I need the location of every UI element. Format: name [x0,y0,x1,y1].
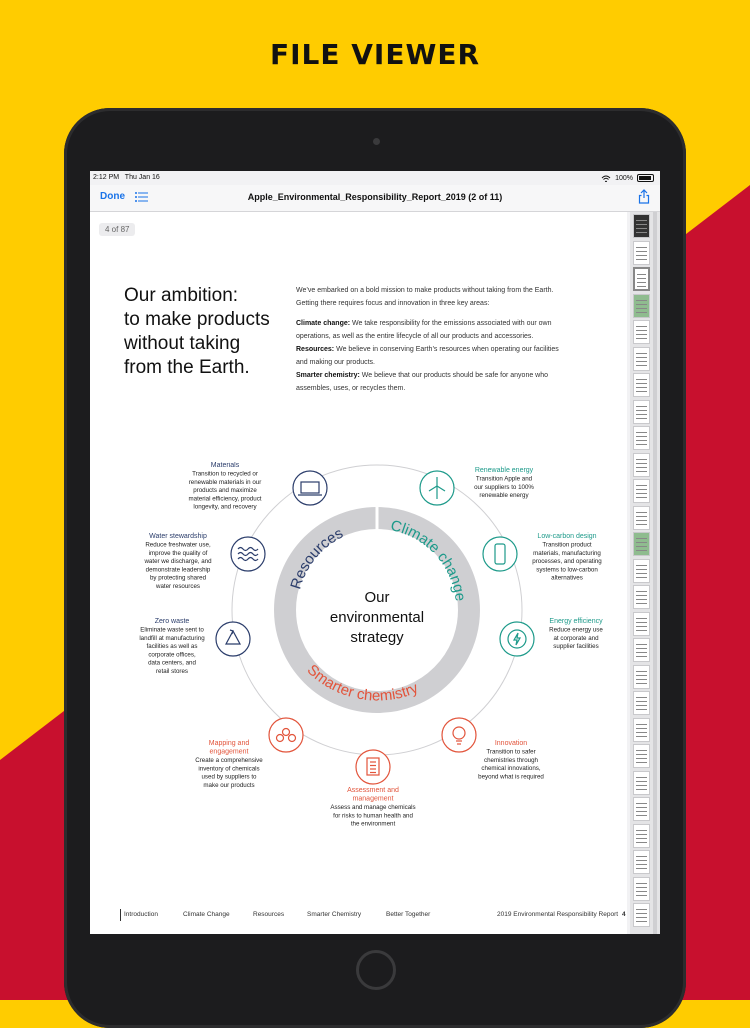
footer-link-resources[interactable]: Resources [253,911,285,918]
wifi-icon [601,175,611,182]
segment-chemistry-label: Smarter chemistry [303,661,421,705]
page-thumbnail[interactable] [633,400,650,424]
thumbnail-line [636,618,647,619]
page-counter: 4 of 87 [99,223,135,236]
ambition-line: to make products [124,309,270,330]
strategy-item-assessment [330,750,415,828]
intro-text [296,284,568,395]
item-body-line: at corporate and [553,634,599,642]
area-climate: Climate change: We take responsibility for the emissions associated with our own operations, as well as the entire lifecycle of all our products and accessories. [296,320,552,340]
thumbnail-line [636,675,647,676]
page-thumbnail[interactable] [633,903,650,927]
thumbnail-line [636,550,647,551]
page-thumbnail[interactable] [633,426,650,450]
banner-title: FILE VIEWER [269,38,481,71]
item-body-line: water resources [155,583,201,590]
thumbnail-line [636,312,647,313]
thumbnail-line [636,379,647,380]
thumbnail-line [636,565,647,566]
thumbnail-line [636,255,647,256]
thumbnail-line [636,463,647,464]
thumbnail-line [636,838,647,839]
item-body-line: make our products [203,781,255,789]
thumbnail-line [636,224,647,225]
thumbnail-line [636,220,647,221]
thumbnail-line [636,489,647,490]
thumbnail-line [637,278,646,279]
thumbnail-line [636,728,647,729]
item-body-line: inventory of chemicals [198,765,260,773]
thumbnail-line [636,577,647,578]
item-circle [216,622,250,656]
thumbnail-line [636,595,647,596]
strategy-diagram [90,462,627,892]
thumbnail-line [636,750,647,751]
item-title: management [352,795,394,803]
page-thumbnail[interactable] [633,506,650,530]
strategy-item-innovation [442,718,544,780]
thumbnail-line [636,573,647,574]
item-title: Renewable energy [474,467,534,474]
ambition-line: without taking [124,333,241,354]
thumbnail-line [636,391,647,392]
item-title: engagement [209,748,249,756]
thumbnail-line [636,895,647,896]
thumbnail-line [636,671,647,672]
footer-report-title: 2019 Environmental Responsibility Report [497,911,619,918]
thumbnail-line [636,868,647,869]
navigation-bar [90,185,660,212]
svg-text:Our: Our [364,589,390,606]
item-body-line: materials, manufacturing [533,549,601,557]
done-button[interactable]: Done [100,191,125,202]
item-circle [500,622,534,656]
page-thumbnail[interactable] [633,267,650,291]
thumbnail-line [636,630,647,631]
item-circle [442,718,476,752]
thumbnail-line [636,387,647,388]
camera-dot [373,138,380,145]
page-thumbnail[interactable] [633,665,650,689]
thumbnail-line [636,300,647,301]
thumbnail-line [636,383,647,384]
thumbnail-line [636,883,647,884]
item-body-line: processes, and operating [532,558,602,566]
thumbnail-line [636,856,647,857]
thumbnail-line [636,467,647,468]
thumbnail-line [636,520,647,521]
thumbnail-line [636,917,647,918]
thumbnail-line [636,538,647,539]
page-thumbnail[interactable] [633,320,650,344]
item-body-line: retail stores [156,668,188,675]
thumbnail-line [636,891,647,892]
sidebar-scrollbar[interactable] [653,212,657,934]
thumbnail-line [636,789,647,790]
item-body-line: Transition product [542,541,592,549]
strategy-item-renewable [420,467,534,505]
item-title: Mapping and [208,740,250,747]
page-thumbnail[interactable] [633,347,650,371]
thumbnail-line [636,365,647,366]
item-body-line: for risks to human health and [333,812,413,820]
thumbnail-line [636,860,647,861]
document-title: Apple_Environmental_Responsibility_Report_2019 (2 of 11) [247,192,503,202]
ipad-frame [64,108,686,1028]
svg-text:strategy: strategy [350,629,404,646]
ambition-line: Our ambition: [124,285,239,306]
item-circle [293,471,327,505]
thumbnail-line [636,701,647,702]
thumbnail-line [636,459,647,460]
item-body-line: Transition to recycled or [192,470,258,478]
thumbnail-line [636,440,647,441]
thumbnail-line [636,762,647,763]
page-thumbnail[interactable] [633,373,650,397]
thumbnail-line [636,803,647,804]
item-body-line: by protecting shared [149,574,207,582]
thumbnail-line [636,471,647,472]
thumbnail-line [636,644,647,645]
status-time: 2:12 PM Thu Jan 16 [93,174,160,181]
svg-text:environmental: environmental [329,609,425,626]
thumbnail-line [637,282,646,283]
thumbnail-line [636,811,647,812]
page-thumbnail[interactable] [633,824,650,848]
strategy-item-materials [188,462,327,511]
thumbnail-line [636,247,647,248]
strategy-item-lowcarbon [483,533,602,582]
item-body-line: chemical innovations, [481,765,541,773]
thumbnail-line [636,308,647,309]
share-icon[interactable] [638,189,650,204]
segment-climate-label: Climate change [388,517,469,603]
thumbnail-line [636,259,647,260]
footer-divider [120,909,121,921]
footer-link-introduction[interactable]: Introduction [124,911,158,918]
thumbnail-line [637,274,646,275]
thumbnail-line [636,603,647,604]
item-body-line: renewable energy [479,492,529,500]
footer-link-chemistry[interactable]: Smarter Chemistry [307,911,362,918]
thumbnail-line [636,410,647,411]
area-chemistry: Smarter chemistry: We believe that our products should be safe for anyone who assembles, uses, or recycles them. [296,372,549,392]
thumbnail-line [636,228,647,229]
page-thumbnail[interactable] [633,241,650,265]
thumbnail-line [636,834,647,835]
center-title [330,589,424,646]
page-thumbnail[interactable] [633,850,650,874]
thumbnail-line [636,485,647,486]
thumbnail-line [636,887,647,888]
status-bar [90,171,660,185]
item-body-line: Assess and manage chemicals [330,804,416,811]
page-thumbnail[interactable] [633,638,650,662]
page-thumbnail[interactable] [633,718,650,742]
thumbnail-line [636,781,647,782]
screen [90,171,660,934]
intro-paragraph: We’ve embarked on a bold mission to make products without taking from the Earth. Getting there requires focus and innovation in three key areas: [296,287,554,307]
thumbnail-line [636,909,647,910]
page-thumbnail[interactable] [633,691,650,715]
item-body-line: our suppliers to 100% [474,483,534,491]
thumbnail-line [636,807,647,808]
home-button[interactable] [356,950,396,990]
thumbnail-line [636,432,647,433]
thumbnail-line [636,815,647,816]
item-title: Water stewardship [149,533,207,540]
battery-icon [637,174,654,182]
item-body-line: facilities as well as [146,643,198,651]
thumbnail-line [636,736,647,737]
thumbnail-line [636,436,647,437]
thumbnail-line [636,921,647,922]
item-body-line: beyond what is required [478,773,544,781]
item-circle [483,537,517,571]
page-footer [90,907,627,927]
thumbnail-line [636,622,647,623]
page-thumbnail[interactable] [633,612,650,636]
item-body-line: water we discharge, and [144,558,212,566]
item-body-line: chemistries through [484,756,538,764]
thumbnail-line [636,626,647,627]
strategy-item-mapping [195,718,303,789]
item-body-line: longevity, and recovery [193,503,257,511]
footer-link-climate[interactable]: Climate Change [183,911,230,918]
thumbnail-line [636,330,647,331]
thumbnail-line [636,542,647,543]
thumbnail-line [636,361,647,362]
item-body-line: alternatives [551,574,583,582]
item-title: Energy efficiency [549,618,603,625]
thumbnail-line [636,758,647,759]
ambition-heading [124,284,270,380]
item-title: Assessment and [347,787,399,794]
thumbnail-line [636,353,647,354]
thumbnail-line [636,304,647,305]
page-thumbnail[interactable] [633,585,650,609]
thumbnail-line [636,732,647,733]
thumbnail-line [637,286,646,287]
page-thumbnail[interactable] [633,532,650,556]
item-body-line: Eliminate waste sent to [140,626,204,634]
item-title: Zero waste [154,618,190,625]
item-body-line: the environment [350,820,396,828]
item-body-line: supplier facilities [553,643,599,651]
item-body-line: improve the quality of [148,549,208,557]
strategy-item-efficiency [500,618,603,656]
page-thumbnail[interactable] [633,214,650,238]
thumbnail-line [636,842,647,843]
thumbnail-line [636,679,647,680]
page-thumbnail[interactable] [633,453,650,477]
thumbnail-line [636,497,647,498]
thumbnail-line [636,232,647,233]
item-body-line: demonstrate leadership [145,566,211,574]
item-body-line: Transition to safer [486,748,536,756]
item-body-line: Transition Apple and [475,475,533,483]
thumbnail-line [636,724,647,725]
item-body-line: products and maximize [193,487,257,495]
thumbnail-line [636,648,647,649]
thumbnail-line [636,338,647,339]
item-title: Innovation [494,740,528,747]
thumbnail-line [636,406,647,407]
item-body-line: landfill at manufacturing [139,634,205,642]
item-body-line: data centers, and [148,659,196,667]
item-circle [356,750,390,784]
thumbnail-line [636,516,647,517]
thumbnail-line [636,656,647,657]
thumbnail-line [636,524,647,525]
thumbnail-line [636,334,647,335]
thumbnail-sidebar[interactable] [630,212,660,934]
page-thumbnail[interactable] [633,797,650,821]
thumbnail-line [636,864,647,865]
area-resources: Resources: We believe in conserving Earth’s resources when operating our facilities and making our products. [296,346,559,366]
footer-link-together[interactable]: Better Together [386,911,431,918]
segment-resources-label: Resources [287,524,346,592]
thumbnail-line [636,493,647,494]
thumbnail-line [636,512,647,513]
page-thumbnail[interactable] [633,479,650,503]
page-thumbnail[interactable] [633,771,650,795]
item-body-line: Create a comprehensive [195,757,263,764]
item-body-line: systems to low-carbon [536,566,598,574]
item-body-line: Reduce energy use [549,626,603,634]
item-body-line: corporate offices, [148,651,196,659]
page-thumbnail[interactable] [633,877,650,901]
item-body-line: Reduce freshwater use, [145,541,211,549]
battery-percent: 100% [615,174,633,182]
strategy-item-water [143,533,265,590]
thumbnail-line [636,683,647,684]
thumbnail-line [636,418,647,419]
thumbnail-line [636,444,647,445]
thumbnail-line [636,357,647,358]
thumbnail-line [636,414,647,415]
thumbnail-line [636,251,647,252]
thumbnail-line [636,326,647,327]
thumbnail-line [636,705,647,706]
strategy-item-waste [139,618,250,675]
thumbnail-line [636,697,647,698]
thumbnail-line [636,777,647,778]
thumbnail-line [636,599,647,600]
item-title: Materials [210,462,240,469]
thumbnail-line [636,754,647,755]
footer-page-number: 4 [622,911,626,918]
item-body-line: material efficiency, product [188,495,262,503]
thumbnail-line [636,913,647,914]
page-thumbnail[interactable] [633,294,650,318]
page-thumbnail[interactable] [633,559,650,583]
thumbnail-line [636,830,647,831]
page-thumbnail[interactable] [633,744,650,768]
thumbnail-line [636,652,647,653]
thumbnail-line [636,546,647,547]
thumbnail-line [636,709,647,710]
thumbnail-line [636,785,647,786]
thumbnail-line [636,569,647,570]
item-body-line: used by suppliers to [201,773,257,781]
thumbnail-line [636,591,647,592]
ambition-line: from the Earth. [124,357,250,378]
pdf-page[interactable] [90,212,627,934]
item-title: Low-carbon design [537,533,597,540]
item-body-line: renewable materials in our [188,478,262,486]
